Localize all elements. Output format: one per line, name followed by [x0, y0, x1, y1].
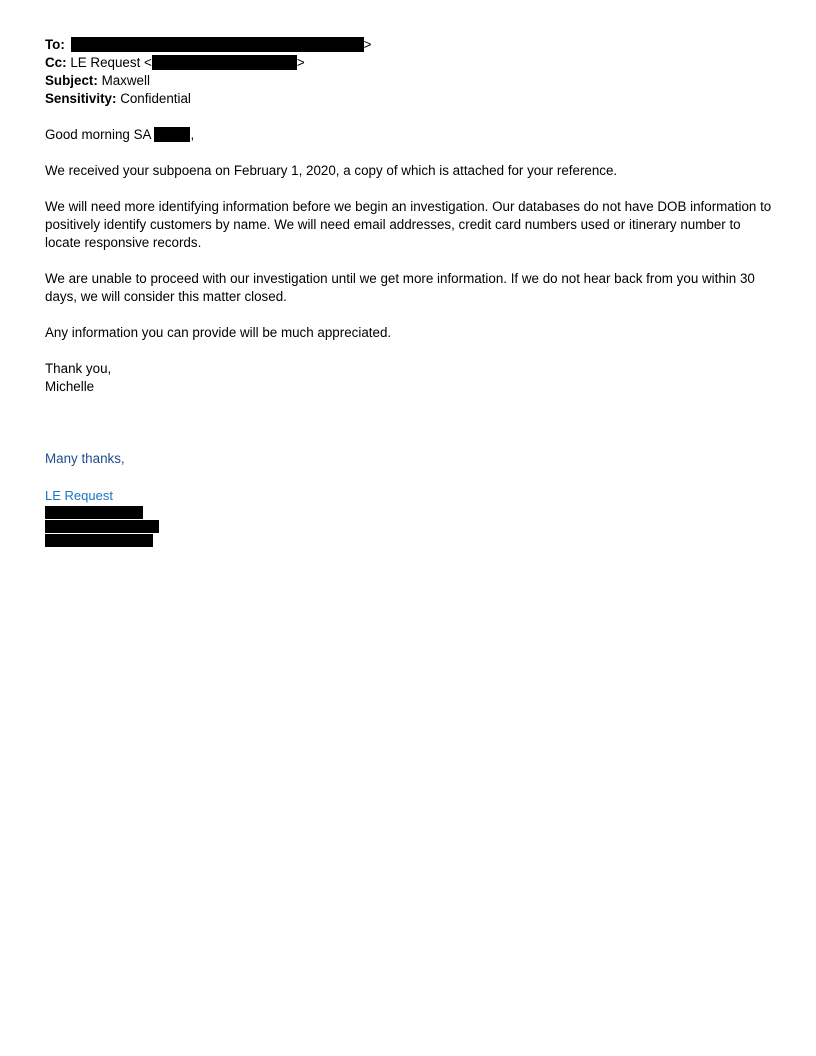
paragraph-info-needed: We will need more identifying information before we begin an investigation. Our databases do not have DOB information to positively identify customers by name. We will need email addresses, credit card numbers used or itinerary number to locate responsive records.: [45, 199, 772, 250]
sensitivity-line: [45, 90, 775, 108]
greeting-redaction: [154, 127, 190, 142]
signature-name: LE Request: [45, 488, 113, 503]
cc-label: Cc:: [45, 55, 67, 70]
greeting-text: Good morning SA: [45, 127, 151, 142]
subject-line: [45, 72, 775, 90]
to-label: To:: [45, 37, 65, 52]
to-line: [45, 36, 775, 54]
signature-redaction-2: [45, 520, 159, 533]
greeting: [45, 126, 775, 144]
greeting-suffix: ,: [190, 127, 195, 142]
paragraph-unable-proceed: We are unable to proceed with our investigation until we get more information. If we do not hear back from you within 30 days, we will consider this matter closed.: [45, 271, 755, 304]
cc-suffix: >: [296, 55, 305, 70]
to-redaction: [71, 37, 364, 52]
cc-line: [45, 54, 775, 72]
signature-redaction-1: [45, 506, 143, 519]
cc-redaction: [152, 55, 297, 70]
paragraph-subpoena: We received your subpoena on February 1, 2020, a copy of which is attached for your reference.: [45, 163, 618, 178]
signature-redaction-3: [45, 534, 153, 547]
paragraph-appreciation: Any information you can provide will be much appreciated.: [45, 325, 392, 340]
signature-thanks: Many thanks,: [45, 451, 125, 466]
subject-label: Subject:: [45, 73, 98, 88]
sensitivity-label: Sensitivity:: [45, 91, 117, 106]
email-document: [45, 36, 775, 547]
closing: Thank you,: [45, 361, 112, 376]
sensitivity-value: Confidential: [120, 91, 191, 106]
cc-value: LE Request <: [70, 55, 152, 70]
to-suffix: >: [363, 37, 372, 52]
subject-value: Maxwell: [101, 73, 150, 88]
sender-name: Michelle: [45, 379, 95, 394]
